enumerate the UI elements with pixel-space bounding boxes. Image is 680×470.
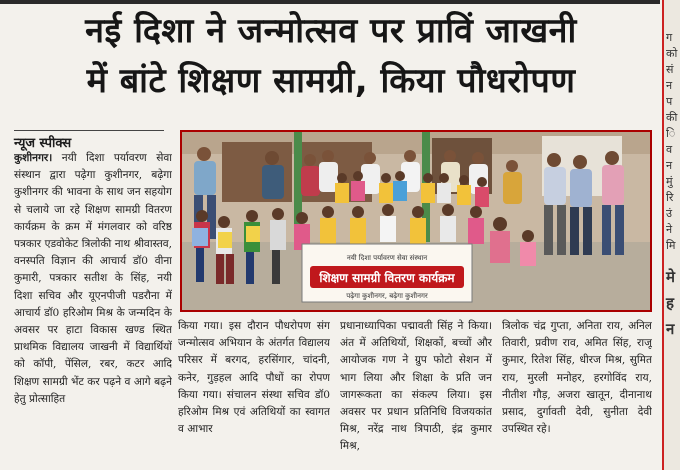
side-fragment: ग — [666, 31, 673, 44]
byline-rule — [14, 130, 164, 131]
side-fragment: न — [666, 159, 673, 172]
byline: न्यूज स्पीक्स — [14, 136, 72, 151]
dateline: कुशीनगर। — [14, 152, 53, 164]
side-fragment: न — [666, 79, 673, 92]
article-column-1 — [14, 150, 172, 468]
headline — [0, 6, 662, 106]
side-fragment: उं — [666, 207, 673, 220]
side-fragment-large: न — [666, 320, 675, 338]
banner-subtitle: नयी दिशा पर्यावरण सेवा संस्थान — [346, 254, 428, 262]
side-fragment-large: मे — [666, 268, 675, 286]
side-fragment: प — [666, 95, 673, 108]
side-fragment: मि — [666, 239, 676, 252]
banner-tagline: पढ़ेगा कुशीनगर, बढ़ेगा कुशीनगर — [346, 292, 428, 300]
article-column-3: प्रधानाध्यापिका पद्मावती सिंह ने किया। अंत में अतिथियों, शिक्षकों, बच्चों और आयोजक गण ने ग्रुप फोटो सेशन में भाग लिया और शिक्षा के प्रति जन जागरूकता का संकल्प लिया। इस अवसर पर प्रधान प्रतिनिधि विजयकांत मिश्र, नरेंद्र नाथ त्रिपाठी, इंद्र कुमार मिश्र, — [340, 320, 492, 453]
side-fragment: ि — [666, 127, 676, 140]
program-banner — [302, 244, 472, 302]
article-column-2: किया गया। इस दौरान पौधरोपण संग जन्मोत्सव अभियान के अंतर्गत विद्यालय परिसर में बरगद, हरसिंगार, चांदनी, कनेर, गुड़हल आदि पौधों का रोपण किया गया। संचालन संस्था सचिव डॉ0 हरिओम मिश्र एवं अतिथियों का स्वागत व आभार — [178, 320, 330, 436]
side-fragment: रि — [666, 191, 674, 204]
side-fragment: ने — [666, 223, 673, 236]
banner-title: शिक्षण सामग्री वितरण कार्यक्रम — [319, 271, 455, 285]
column-1-text: नयी दिशा पर्यावरण सेवा संस्थान द्वारा पढ़ेगा कुशीनगर, बढ़ेगा कुशीनगर की भावना के साथ जन सहयोग से चलाये जा रहे शिक्षण सामग्री वितरण कार्यक्रम के क्रम में मंगलवार को वरिष्ठ पत्रकार एडवोकेट त्रिलोकी नाथ श्रीवास्तव, वनस्पति विज्ञान की आचार्य डॉ0 वीना कुमारी, पत्रकार सतीश के सिंह, नयी दिशा सचिव और यूएनपीजी पडरौना में आचार्य डॉ0 हरिओम मिश्र के जन्मदिन के अवसर पर हाटा विकास खण्ड स्थित प्राथमिक विद्यालय जाखनी में विद्यार्थियों को कॉपी, पेंसिल, रबर, कटर आदि शिक्षण सामग्री भेंट कर पढ़ने व आगे बढ़ने हेतु प्रोत्साहित — [14, 152, 172, 405]
side-fragment: सं — [666, 63, 674, 76]
side-fragment: को — [666, 47, 678, 60]
side-fragment: की — [666, 111, 678, 124]
side-fragment-large: ह — [666, 294, 674, 312]
group-photo — [180, 130, 652, 312]
side-fragment: मुं — [666, 175, 673, 188]
adjacent-article-strip — [662, 0, 680, 470]
article-column-4: त्रिलोक चंद्र गुप्ता, अनिता राय, अनिल तिवारी, प्रवीण राव, अमित सिंह, राजू कुमार, रितेश सिंह, धीरज मिश्र, सुमित राय, मुरली मनोहर, हरगोविंद राय, नीतीश गौड़, अजरा खातून, दीनानाथ प्रसाद, दुर्गावती देवी, सुनीता देवी उपस्थित रहे। — [502, 320, 652, 436]
headline-line-1: नई दिशा ने जन्मोत्सव पर प्राविं जाखनी — [85, 11, 577, 51]
top-rule — [0, 0, 660, 4]
headline-line-2: में बांटे शिक्षण सामग्री, किया पौधरोपण — [86, 61, 576, 101]
side-fragment: व — [666, 143, 673, 156]
group-photo-illustration — [182, 132, 650, 310]
